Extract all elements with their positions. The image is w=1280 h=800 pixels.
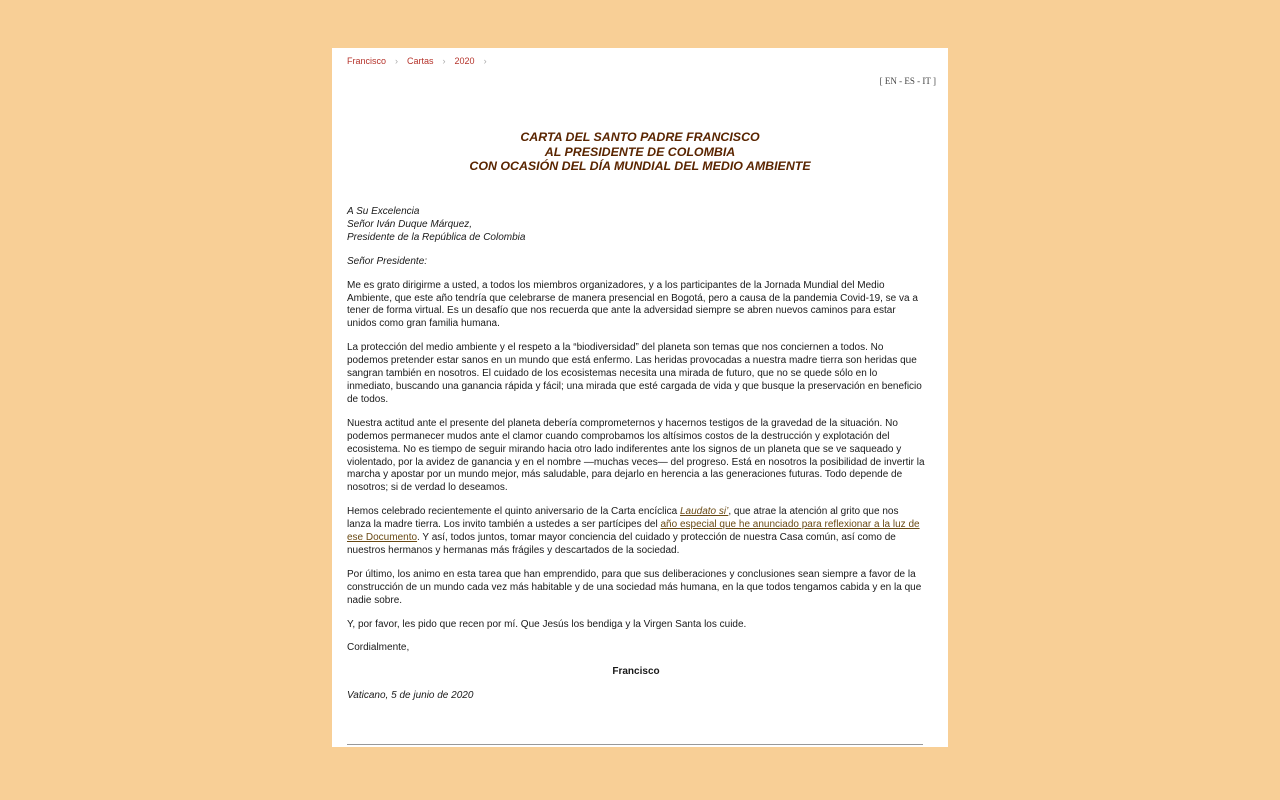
bottom-divider <box>347 744 923 745</box>
address-line-1: A Su Excelencia <box>347 206 420 217</box>
paragraph-4 <box>347 506 925 558</box>
paragraph-4-text-b: , que atrae la atención al grito que nos lanza la madre tierra. Los invito también a ustedes a ser partícipes del <box>347 506 899 531</box>
language-bracket-close: ] <box>933 76 936 86</box>
language-link-es[interactable]: ES <box>904 76 915 86</box>
signature: Francisco <box>612 666 660 678</box>
letter-page <box>332 48 948 747</box>
paragraph-6: Y, por favor, les pido que recen por mí. Que Jesús los bendiga y la Virgen Santa los cuide. <box>347 618 747 630</box>
language-selector <box>880 76 936 86</box>
date-line: Vaticano, 5 de junio de 2020 <box>347 690 474 702</box>
letter-title <box>332 130 948 174</box>
breadcrumb-separator: › <box>442 56 446 66</box>
breadcrumb-separator: › <box>483 56 487 66</box>
paragraph-3: Nuestra actitud ante el presente del planeta debería comprometernos y hacernos testigos de la gravedad de la situación. No podemos permanecer mudos ante el clamor cuando comprobamos los altísimos costos de la destrucción y explotación del ecosistema. No es tiempo de seguir mirando hacia otro lado indiferentes ante los signos de un planeta que se ve saqueado y violentado, por la avidez de ganancia y en el nombre —muchas veces— del progreso. Está en nosotros la posibilidad de invertir la marcha y apostar por un mundo mejor, más saludable, para dejarlo en herencia a las generaciones futuras. Todo depende de nosotros; si de verdad lo deseamos. <box>347 417 925 494</box>
paragraph-4-text-a: Hemos celebrado recientemente el quinto aniversario de la Carta encíclica <box>347 506 680 518</box>
closing: Cordialmente, <box>347 642 410 654</box>
recipient-address <box>347 206 925 245</box>
title-line-1: CARTA DEL SANTO PADRE FRANCISCO <box>520 130 760 144</box>
address-line-2: Señor Iván Duque Márquez, <box>347 218 473 230</box>
language-dash: - <box>917 76 921 86</box>
breadcrumb-item-francisco[interactable]: Francisco <box>347 56 387 66</box>
language-bracket-open: [ <box>879 76 883 86</box>
address-line-3: Presidente de la República de Colombia <box>347 231 526 243</box>
paragraph-1: Me es grato dirigirme a usted, a todos los miembros organizadores, y a los participantes de la Jornada Mundial del Medio Ambiente, que este año tendría que celebrarse de manera presencial en Bogotá, pero a causa de la pandemia Covid-19, se va a tener de forma virtual. Es un desafío que nos recuerda que ante la adversidad siempre se abren nuevos caminos para estar unidos como gran familia humana. <box>347 279 918 330</box>
salutation: Señor Presidente: <box>347 255 428 267</box>
paragraph-5: Por último, los animo en esta tarea que han emprendido, para que sus deliberaciones y conclusiones sean siempre a favor de la construcción de un mundo cada vez más habitable y de una sociedad más humana, en la que todos tengamos cabida y en la que nadie sobre. <box>347 568 922 606</box>
language-link-en[interactable]: EN <box>884 76 897 86</box>
breadcrumb-item-2020[interactable]: 2020 <box>454 56 475 66</box>
language-dash: - <box>899 76 903 86</box>
breadcrumb-separator: › <box>395 56 399 66</box>
laudato-si-link[interactable]: Laudato si’ <box>679 506 729 518</box>
title-line-3: CON OCASIÓN DEL DÍA MUNDIAL DEL MEDIO AMBIENTE <box>469 159 811 173</box>
paragraph-4-text-c: . Y así, todos juntos, tomar mayor conciencia del cuidado y protección de nuestra Casa común, así como de nuestros hermanos y hermanas más frágiles y descartados de la sociedad. <box>347 532 896 556</box>
breadcrumb-item-cartas[interactable]: Cartas <box>407 56 434 66</box>
language-link-it[interactable]: IT <box>922 76 931 86</box>
paragraph-2: La protección del medio ambiente y el respeto a la “biodiversidad” del planeta son temas que nos conciernen a todos. No podemos pretender estar sanos en un mundo que está enfermo. Las heridas provocadas a nuestra madre tierra son heridas que sangran también en nosotros. El cuidado de los ecosistemas necesita una mirada de futuro, que no se quede sólo en lo inmediato, buscando una ganancia rápida y fácil; una mirada que esté cargada de vida y que busque la preservación en beneficio de todos. <box>347 342 922 405</box>
letter-body <box>347 206 925 703</box>
breadcrumb <box>347 56 496 66</box>
special-year-link[interactable]: año especial que he anunciado para reflexionar a la luz de ese Documento <box>347 519 920 544</box>
title-line-2: AL PRESIDENTE DE COLOMBIA <box>544 144 736 159</box>
